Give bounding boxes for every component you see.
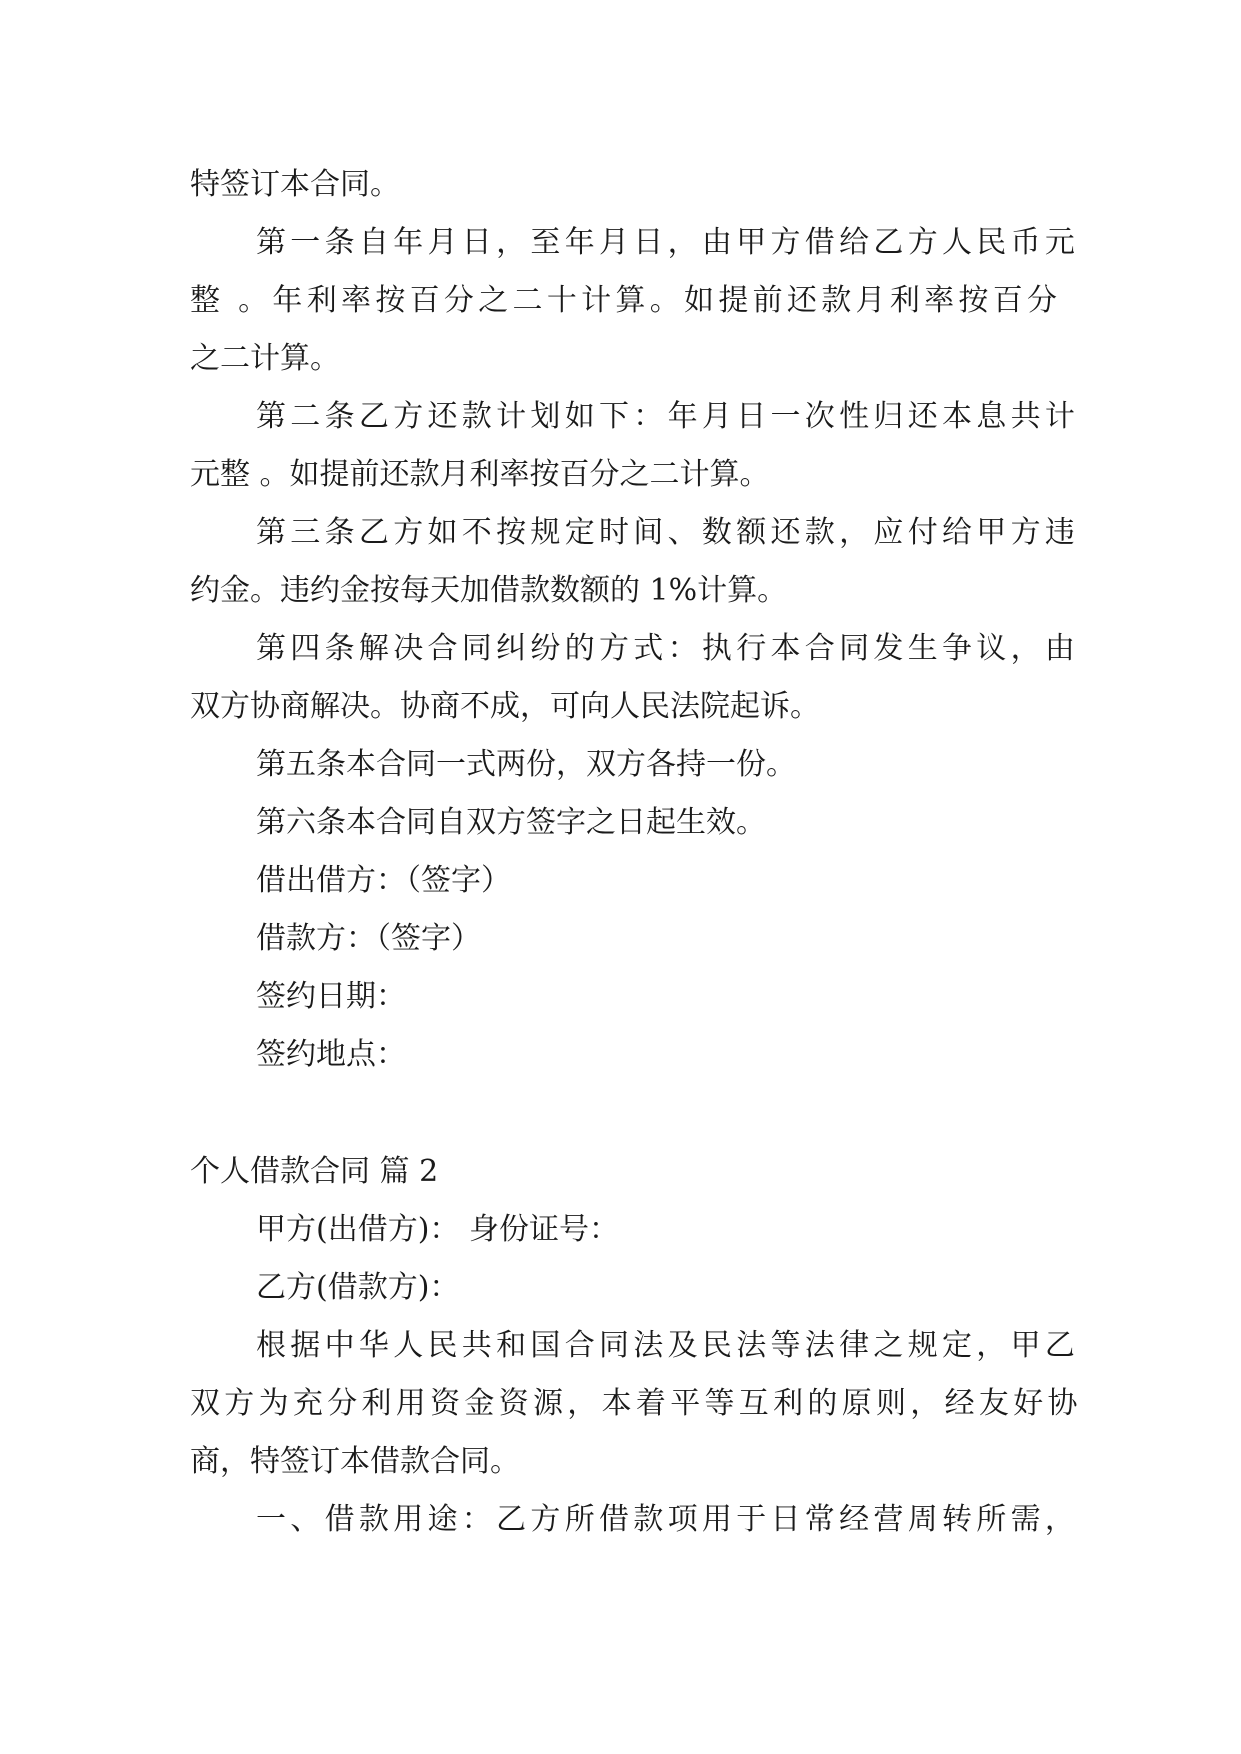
article-5-line: 第五条本合同一式两份，双方各持一份。 [256, 747, 796, 782]
preamble-line-1: 根据中华人民共和国合同法及民法等法律之规定，甲乙 [256, 1328, 1080, 1363]
article-1-line-3: 之二计算。 [190, 341, 340, 376]
article-6-line: 第六条本合同自双方签字之日起生效。 [256, 805, 766, 840]
text-line: 特签订本合同。 [190, 167, 400, 202]
signing-date-line: 签约日期： [256, 979, 406, 1014]
party-a-line: 甲方(出借方)： 身份证号： [256, 1212, 619, 1247]
section-heading: 个人借款合同 篇 2 [190, 1154, 439, 1189]
article-2-line-1: 第二条乙方还款计划如下：年月日一次性归还本息共计 [256, 399, 1080, 434]
party-b-line: 乙方(借款方)： [256, 1270, 460, 1305]
article-4-line-2: 双方协商解决。协商不成，可向人民法院起诉。 [190, 689, 820, 724]
preamble-line-2: 双方为充分利用资金资源，本着平等互利的原则，经友好协 [190, 1386, 1082, 1421]
borrower-signature-line: 借款方：（签字） [256, 921, 481, 956]
article-3-line-1: 第三条乙方如不按规定时间、数额还款，应付给甲方违 [256, 515, 1080, 550]
preamble-line-3: 商，特签订本借款合同。 [190, 1444, 520, 1479]
clause-1-line-1: 一、借款用途：乙方所借款项用于日常经营周转所需， [256, 1502, 1080, 1537]
article-4-line-1: 第四条解决合同纠纷的方式：执行本合同发生争议，由 [256, 631, 1080, 666]
article-1-line-1: 第一条自年月日，至年月日，由甲方借给乙方人民币元 [256, 225, 1080, 260]
lender-signature-line: 借出借方：（签字） [256, 863, 511, 898]
article-1-line-2: 整 。年利率按百分之二十计算。如提前还款月利率按百分 [190, 283, 1062, 318]
signing-place-line: 签约地点： [256, 1037, 406, 1072]
article-3-line-2: 约金。违约金按每天加借款数额的 1%计算。 [190, 573, 788, 608]
article-2-line-2: 元整 。如提前还款月利率按百分之二计算。 [190, 457, 770, 492]
